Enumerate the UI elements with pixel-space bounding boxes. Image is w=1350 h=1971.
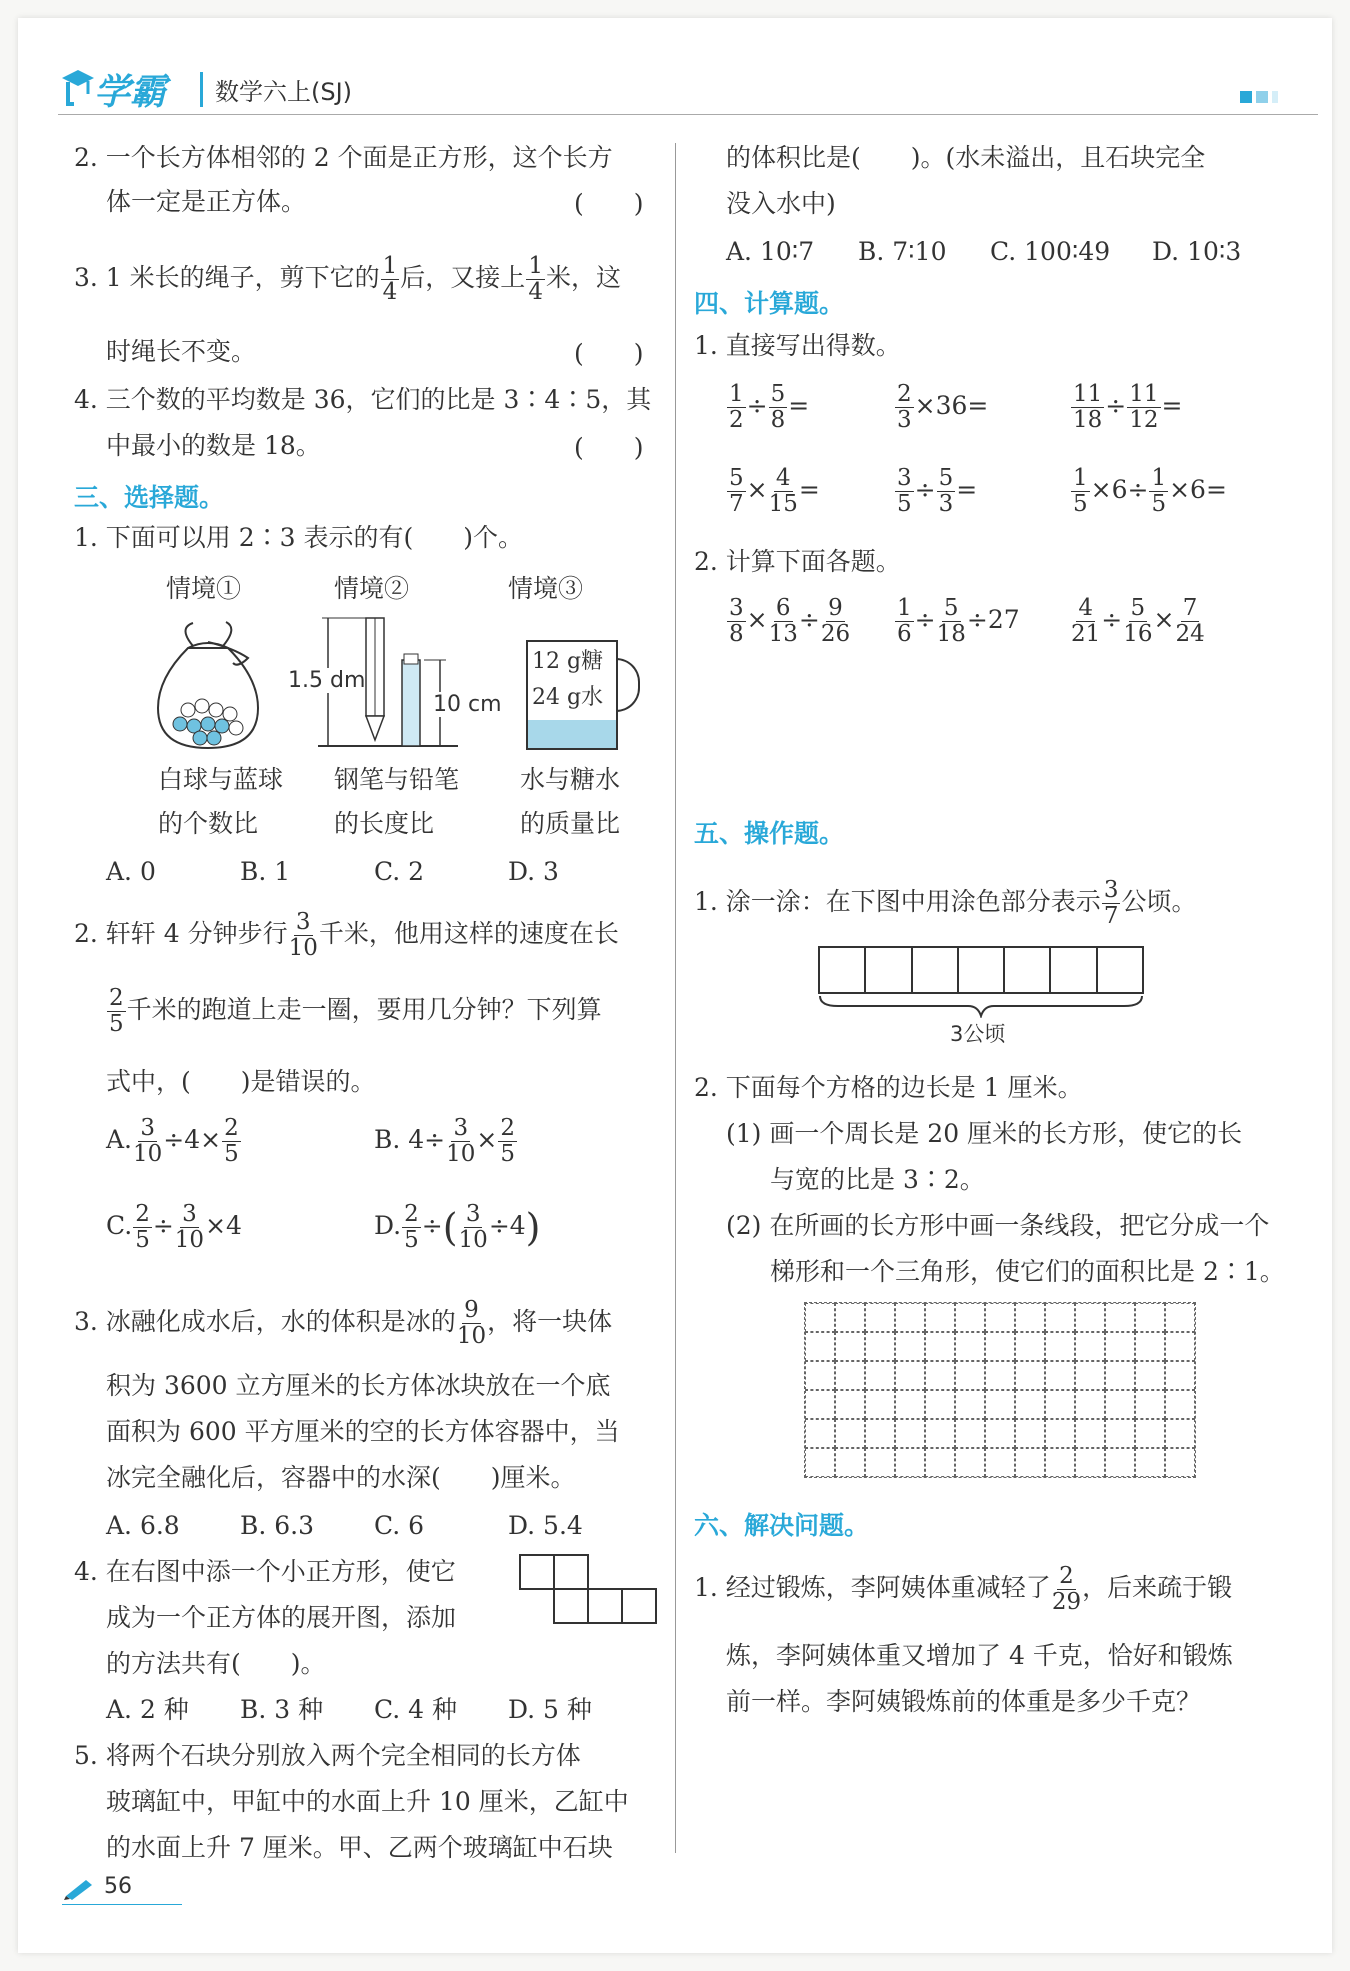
section-3-heading: 三、选择题。 [74,483,225,512]
c4-line2: 成为一个正方体的展开图，添加 [106,1603,457,1632]
q2-answer-paren[interactable]: ( ) [574,189,644,218]
brand-logo: 学霸 [94,72,167,113]
q3-line2: 时绳长不变。 [106,337,257,366]
q2-line2: 体一定是正方体。 [106,187,307,216]
header [58,58,1318,118]
o2-line3: 与宽的比是 3∶2。 [770,1165,985,1194]
page-number: 56 [104,1874,132,1899]
caption-2b: 的长度比 [334,809,435,838]
o2-line1: 2. 下面每个方格的边长是 1 厘米。 [694,1073,1083,1102]
brace-icon [818,994,1144,1018]
caption-3b: 的质量比 [520,809,621,838]
c5-option-d[interactable]: D. 10∶3 [1152,237,1242,266]
c5-line2: 玻璃缸中，甲缸中的水面上升 10 厘米，乙缸中 [106,1787,629,1816]
page [18,18,1332,1953]
c5-cont-line1: 的体积比是( )。(水未溢出，且石块完全 [726,143,1206,172]
q3-line1: 3. 1 米长的绳子，剪下它的 $\frac{1}{4}$ 后，又接上 $\frac{1}{4}$ 米，这 [74,253,621,305]
header-rule [58,114,1318,115]
sugar-label: 12 g糖 [532,649,604,674]
c4-option-d[interactable]: D. 5 种 [508,1695,592,1724]
k2-title: 2. 计算下面各题。 [694,547,901,576]
c3-option-c[interactable]: C. 6 [374,1511,425,1540]
calc-2b: $\frac{1}{6}$ ÷ $\frac{5}{18}$ ÷27 [897,595,1020,647]
scenario-3-label: 情境③ [508,574,584,603]
book-subject: 数学六上(SJ) [200,72,352,107]
section-4-heading: 四、计算题。 [694,289,845,318]
graduation-cap-icon [58,64,98,108]
p1-line2: 炼，李阿姨体重又增加了 4 千克，恰好和锻炼 [726,1641,1233,1670]
c2-option-a[interactable]: A. $\frac{3}{10}$ ÷4× $\frac{2}{5}$ [106,1115,239,1167]
c5-option-a[interactable]: A. 10∶7 [726,237,815,266]
calc-1e: $\frac{3}{5}$ ÷ $\frac{5}{3}$ = [897,465,978,517]
cup-handle [616,658,640,712]
c3-line3: 面积为 600 平方厘米的空的长方体容器中，当 [106,1417,620,1446]
calc-1d: $\frac{5}{7}$ × $\frac{4}{15}$ = [729,465,820,517]
c3-option-d[interactable]: D. 5.4 [508,1511,583,1540]
q4-line2: 中最小的数是 18。 [106,431,321,460]
calc-1c: $\frac{11}{18}$ ÷ $\frac{11}{12}$ = [1073,381,1183,433]
section-5-heading: 五、操作题。 [694,819,845,848]
p1-line3: 前一样。李阿姨锻炼前的体重是多少千克？ [726,1687,1202,1716]
pencil-icon [62,1876,96,1900]
calc-2c: $\frac{4}{21}$ ÷ $\frac{5}{16}$ × $\frac{7}{24}$ [1071,595,1205,647]
calc-1b: $\frac{2}{3}$ ×36= [897,381,989,433]
c1-option-a[interactable]: A. 0 [106,857,156,886]
c5-option-b[interactable]: B. 7∶10 [858,237,947,266]
cube-net-figure [518,1553,658,1633]
c3-line4: 冰完全融化后，容器中的水深( )厘米。 [106,1463,576,1492]
shade-strip[interactable] [818,946,1144,994]
q2-line1: 2. 一个长方体相邻的 2 个面是正方形，这个长方 [74,143,613,172]
c3-option-b[interactable]: B. 6.3 [240,1511,315,1540]
cup-illustration [526,640,618,750]
c2-option-c[interactable]: C. $\frac{2}{5}$ ÷ $\frac{3}{10}$ ×4 [106,1201,242,1253]
footer-rule [62,1904,182,1905]
pen-length-label: 1.5 dm [288,668,366,693]
c2-option-d[interactable]: D. $\frac{2}{5}$ ÷( $\frac{3}{10}$ ÷4) [374,1201,541,1253]
c2-line2: $\frac{2}{5}$ 千米的跑道上走一圈，要用几分钟？下列算 [109,985,602,1037]
p1-line1: 1. 经过锻炼，李阿姨体重减轻了 $\frac{2}{29}$ ，后来疏于锻 [694,1563,1233,1615]
c3-option-a[interactable]: A. 6.8 [106,1511,180,1540]
c4-line1: 4. 在右图中添一个小正方形，使它 [74,1557,456,1586]
scenario-2-label: 情境② [334,574,410,603]
c4-option-c[interactable]: C. 4 种 [374,1695,457,1724]
c4-option-b[interactable]: B. 3 种 [240,1695,324,1724]
calc-1f: $\frac{1}{5}$ ×6÷ $\frac{1}{5}$ ×6= [1073,465,1227,517]
c3-line2: 积为 3600 立方厘米的长方体冰块放在一个底 [106,1371,611,1400]
c5-option-c[interactable]: C. 100∶49 [990,237,1111,266]
q3-answer-paren[interactable]: ( ) [574,339,644,368]
c1-option-d[interactable]: D. 3 [508,857,559,886]
c2-line3: 式中，( )是错误的。 [106,1067,376,1096]
c1-option-c[interactable]: C. 2 [374,857,425,886]
scenario-1-label: 情境① [166,574,242,603]
header-decoration [1240,88,1278,107]
c4-line3: 的方法共有( )。 [106,1649,326,1678]
caption-3a: 水与糖水 [520,765,621,794]
c1-question: 1. 下面可以用 2∶3 表示的有( )个。 [74,523,524,552]
cup-water-fill [528,720,616,748]
column-divider [675,143,676,1853]
c2-option-b[interactable]: B. 4÷ $\frac{3}{10}$ × $\frac{2}{5}$ [374,1115,515,1167]
water-label: 24 g水 [532,685,604,710]
dashed-grid[interactable] [804,1302,1196,1478]
caption-1a: 白球与蓝球 [158,765,284,794]
o2-line5: 梯形和一个三角形，使它们的面积比是 2∶1。 [770,1257,1285,1286]
c1-option-b[interactable]: B. 1 [240,857,291,886]
q4-answer-paren[interactable]: ( ) [574,433,644,462]
strip-total-label: 3公顷 [950,1022,1006,1046]
c2-line1: 2. 轩轩 4 分钟步行 $\frac{3}{10}$ 千米，他用这样的速度在长 [74,909,619,961]
o2-line4: (2) 在所画的长方形中画一条线段，把它分成一个 [726,1211,1270,1240]
c4-option-a[interactable]: A. 2 种 [106,1695,189,1724]
q4-line1: 4. 三个数的平均数是 36，它们的比是 3∶4∶5，其 [74,385,652,414]
calc-2a: $\frac{3}{8}$ × $\frac{6}{13}$ ÷ $\frac{9}{26}$ [729,595,851,647]
c5-line1: 5. 将两个石块分别放入两个完全相同的长方体 [74,1741,581,1770]
o2-line2: (1) 画一个周长是 20 厘米的长方形，使它的长 [726,1119,1243,1148]
pencil-length-label: 10 cm [433,692,502,717]
o1-line: 1. 涂一涂：在下图中用涂色部分表示 $\frac{3}{7}$ 公顷。 [694,877,1197,929]
ball-bag-illustration [138,618,278,758]
k1-title: 1. 直接写出得数。 [694,331,901,360]
c5-cont-line2: 没入水中) [726,189,836,218]
caption-2a: 钢笔与铅笔 [334,765,460,794]
section-6-heading: 六、解决问题。 [694,1511,870,1540]
c3-line1: 3. 冰融化成水后，水的体积是冰的 $\frac{9}{10}$ ，将一块体 [74,1297,613,1349]
c5-line3: 的水面上升 7 厘米。甲、乙两个玻璃缸中石块 [106,1833,613,1862]
caption-1b: 的个数比 [158,809,259,838]
calc-1a: $\frac{1}{2}$ ÷ $\frac{5}{8}$ = [729,381,810,433]
